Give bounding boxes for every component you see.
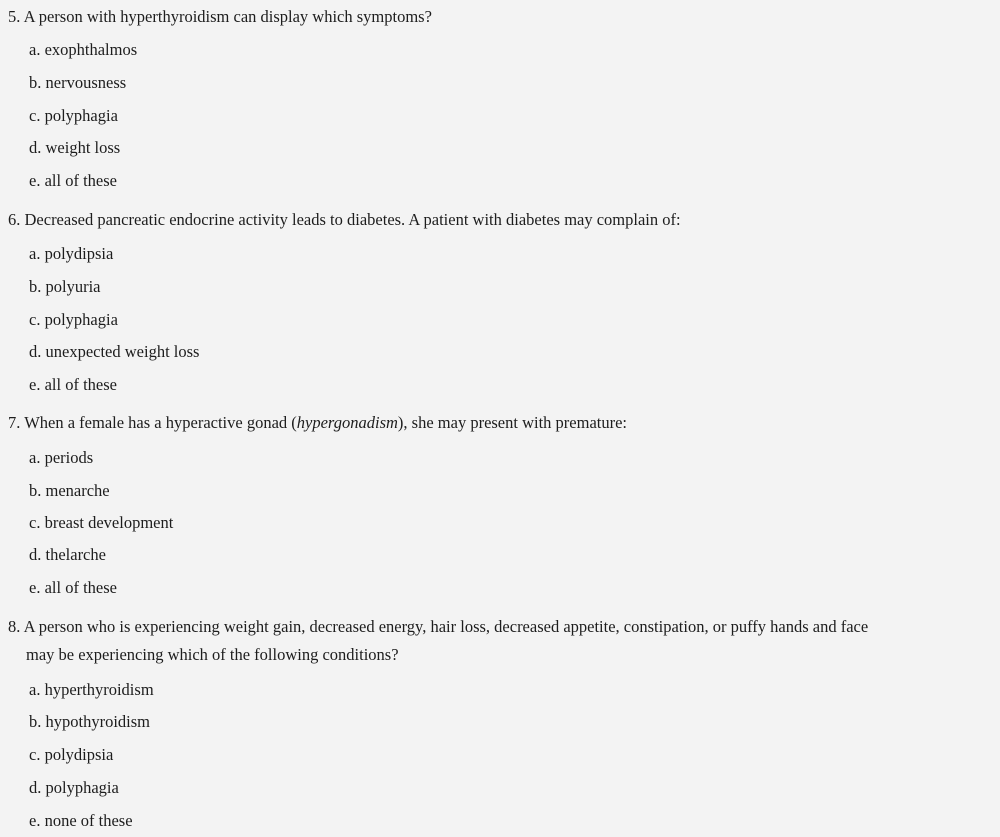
question-text: A person with hyperthyroidism can display which symptoms? [23,7,432,26]
question-8-option-d: d. polyphagia [29,778,119,797]
question-text-line2: may be experiencing which of the following conditions? [26,645,399,664]
question-6-option-c: c. polyphagia [29,310,118,329]
question-8-stem [8,613,998,641]
question-6-option-e: e. all of these [29,375,117,394]
question-8-option-b: b. hypothyroidism [29,712,151,731]
question-6-option-d: d. unexpected weight loss [29,342,200,361]
question-number: 5. [8,7,21,26]
question-number: 6. [8,210,21,229]
question-8-option-c: c. polydipsia [29,745,114,764]
question-7-option-d: d. thelarche [29,545,106,564]
question-text-line1: A person who is experiencing weight gain, decreased energy, hair loss, decreased appetite, constipation, or puffy hands and face [23,617,869,636]
question-7-option-b: b. menarche [29,481,110,500]
question-5-option-d: d. weight loss [29,138,121,157]
question-6-option-a: a. polydipsia [29,244,114,263]
question-text: Decreased pancreatic endocrine activity leads to diabetes. A patient with diabetes may complain of: [24,210,681,229]
question-5-stem [8,3,998,31]
question-6-option-b: b. polyuria [29,277,101,296]
question-7-option-c: c. breast development [29,513,174,532]
question-7-option-e: e. all of these [29,578,117,597]
question-7-stem [8,409,998,437]
question-5-option-e: e. all of these [29,171,117,190]
question-number: 8. [8,617,21,636]
question-5-option-b: b. nervousness [29,73,127,92]
question-6-stem [8,206,998,234]
question-8-stem-continued [26,641,1000,669]
question-8-option-e: e. none of these [29,811,133,830]
question-text-after: ), she may present with premature: [397,413,628,432]
question-8-option-a: a. hyperthyroidism [29,680,154,699]
question-7-option-a: a. periods [29,448,94,467]
question-text-italic: hypergonadism [296,413,398,432]
question-5-option-c: c. polyphagia [29,106,118,125]
question-text-before: When a female has a hyperactive gonad ( [24,413,297,432]
question-number: 7. [8,413,21,432]
question-5-option-a: a. exophthalmos [29,40,138,59]
